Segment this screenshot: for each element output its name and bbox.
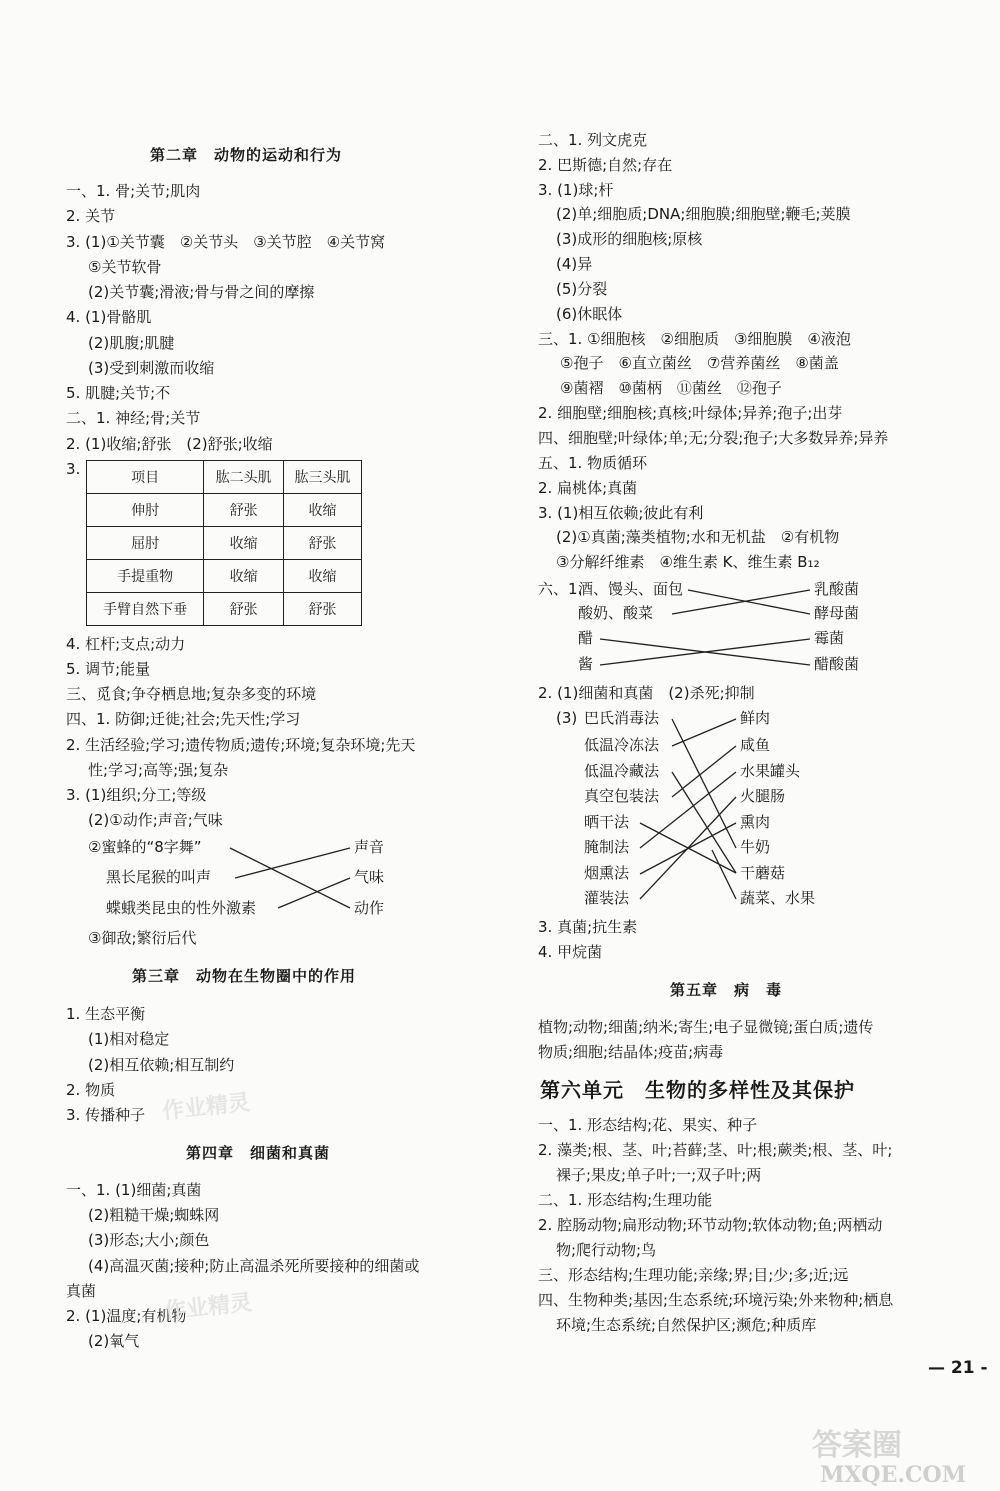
table-header-cell: 肱三头肌 bbox=[284, 461, 362, 494]
match-line bbox=[235, 848, 350, 878]
match-prefix: 六、1. bbox=[538, 580, 583, 598]
table-cell: 舒张 bbox=[284, 527, 362, 560]
answer-line: 2. 扁桃体;真菌 bbox=[538, 479, 638, 497]
answer-line: 二、1. 列文虎克 bbox=[538, 131, 648, 149]
match-right-item: 酵母菌 bbox=[814, 604, 860, 622]
answer-line: (3)成形的细胞核;原核 bbox=[556, 230, 703, 248]
answer-line: 环境;生态系统;自然保护区;濒危;种质库 bbox=[556, 1316, 817, 1334]
table-row bbox=[87, 494, 362, 527]
answer-line: 2. (1)温度;有机物 bbox=[66, 1307, 187, 1325]
answer-line: 三、形态结构;生理功能;亲缘;界;目;少;多;近;远 bbox=[538, 1266, 849, 1284]
table-cell: 收缩 bbox=[284, 494, 362, 527]
match-line bbox=[672, 719, 736, 746]
match-left-item: 醋 bbox=[578, 629, 594, 647]
answer-line: 2. (1)收缩;舒张 (2)舒张;收缩 bbox=[66, 435, 273, 453]
answer-line: 5. 调节;能量 bbox=[66, 660, 151, 678]
match-line bbox=[640, 772, 736, 848]
answer-line: (1)相对稳定 bbox=[88, 1030, 170, 1048]
match-left-item: 酸奶、酸菜 bbox=[578, 604, 654, 622]
answer-line: (5)分裂 bbox=[556, 280, 608, 298]
match-right-item: 水果罐头 bbox=[740, 762, 801, 780]
answer-line: 性;学习;高等;强;复杂 bbox=[88, 761, 229, 779]
table-header-cell: 项目 bbox=[87, 461, 204, 494]
table-header-row bbox=[87, 461, 362, 494]
table-row bbox=[87, 560, 362, 593]
match-right-item: 声音 bbox=[354, 838, 385, 856]
match-left-item: 腌制法 bbox=[584, 838, 630, 856]
match-left-item: 低温冷冻法 bbox=[584, 736, 660, 754]
table-cell: 舒张 bbox=[204, 593, 284, 626]
table-cell: 收缩 bbox=[204, 560, 284, 593]
watermark: 作业精灵 bbox=[163, 1289, 254, 1325]
answer-line: (2)单;细胞质;DNA;细胞膜;细胞壁;鞭毛;荚膜 bbox=[556, 205, 851, 223]
answer-line: (4)异 bbox=[556, 255, 593, 273]
answer-line: ⑨菌褶 ⑩菌柄 ⑪菌丝 ⑫孢子 bbox=[560, 379, 782, 397]
match-right-item: 霉菌 bbox=[814, 629, 845, 647]
answer-line: 三、觅食;争夺栖息地;复杂多变的环境 bbox=[66, 685, 317, 703]
match-left-item: 黑长尾猴的叫声 bbox=[106, 868, 212, 886]
page-number: — 21 - bbox=[928, 1358, 988, 1378]
answer-line: 二、1. 神经;骨;关节 bbox=[66, 409, 201, 427]
match-prefix: (3) bbox=[556, 709, 578, 727]
answer-line: 物;爬行动物;鸟 bbox=[556, 1241, 657, 1259]
match-left-item: 酒、馒头、面包 bbox=[578, 580, 684, 598]
table-cell: 手提重物 bbox=[87, 560, 204, 593]
match-line bbox=[672, 719, 736, 848]
match-right-item: 蔬菜、水果 bbox=[740, 889, 816, 907]
table-cell: 屈肘 bbox=[87, 527, 204, 560]
answer-line: (2)关节囊;滑液;骨与骨之间的摩擦 bbox=[88, 283, 315, 301]
match-right-item: 干蘑菇 bbox=[740, 864, 786, 882]
match-line bbox=[688, 590, 810, 614]
chapter3-title: 第三章 动物在生物圈中的作用 bbox=[132, 967, 357, 985]
chapter5-title: 第五章 病 毒 bbox=[670, 981, 783, 999]
answer-line: (4)高温灭菌;接种;防止高温杀死所要接种的细菌或 bbox=[88, 1257, 420, 1275]
answer-line: 2. 物质 bbox=[66, 1081, 116, 1099]
answer-line: (2)相互依赖;相互制约 bbox=[88, 1056, 235, 1074]
match-line bbox=[640, 823, 736, 874]
answer-line: ⑤关节软骨 bbox=[88, 258, 162, 276]
answer-line: 三、1. ①细胞核 ②细胞质 ③细胞膜 ④液泡 bbox=[538, 330, 851, 348]
answer-line: 一、1. (1)细菌;真菌 bbox=[66, 1181, 202, 1199]
answer-line: (3)形态;大小;颜色 bbox=[88, 1231, 210, 1249]
answer-line: 5. 肌腱;关节;不 bbox=[66, 384, 171, 402]
unit6-title: 第六单元 生物的多样性及其保护 bbox=[540, 1078, 855, 1102]
match-left-item: 巴氏消毒法 bbox=[584, 709, 660, 727]
watermark: MXQE.COM bbox=[820, 1462, 967, 1488]
answer-line: ③分解纤维素 ④维生素 K、维生素 B₁₂ bbox=[556, 553, 820, 571]
answer-line: (3)受到刺激而收缩 bbox=[88, 359, 215, 377]
answer-line: (2)氧气 bbox=[88, 1332, 140, 1350]
answer-line: 四、细胞壁;叶绿体;单;无;分裂;孢子;大多数异养;异养 bbox=[538, 429, 889, 447]
match-left-item: 晒干法 bbox=[584, 813, 630, 831]
answer-line: 1. 生态平衡 bbox=[66, 1005, 146, 1023]
answer-line: 3. bbox=[66, 460, 81, 478]
answer-line: 3. (1)组织;分工;等级 bbox=[66, 786, 207, 804]
table-row bbox=[87, 527, 362, 560]
muscle-table bbox=[86, 460, 362, 626]
match-right-item: 乳酸菌 bbox=[814, 580, 860, 598]
match-left-item: 真空包装法 bbox=[584, 787, 660, 805]
answer-line: (2)①真菌;藻类植物;水和无机盐 ②有机物 bbox=[556, 528, 840, 546]
match-line bbox=[600, 639, 810, 665]
watermark-logo: 答案圈 bbox=[812, 1428, 902, 1463]
match-line bbox=[672, 772, 736, 873]
match-left-item: 低温冷藏法 bbox=[584, 762, 660, 780]
answer-line: 二、1. 形态结构;生理功能 bbox=[538, 1191, 713, 1209]
match-right-item: 动作 bbox=[354, 899, 385, 917]
answer-line: 一、1. 骨;关节;肌肉 bbox=[66, 182, 201, 200]
answer-line: 四、1. 防御;迁徙;社会;先天性;学习 bbox=[66, 710, 301, 728]
match-left-item: 蝶蛾类昆虫的性外激素 bbox=[106, 899, 257, 917]
match-line bbox=[672, 746, 736, 797]
match-left-item: 烟熏法 bbox=[584, 864, 630, 882]
table-cell: 手臂自然下垂 bbox=[87, 593, 204, 626]
answer-line: 3. (1)①关节囊 ②关节头 ③关节腔 ④关节窝 bbox=[66, 233, 386, 251]
answer-line: 3. (1)球;杆 bbox=[538, 181, 614, 199]
answer-line: 真菌 bbox=[66, 1282, 97, 1300]
answer-line: 一、1. 形态结构;花、果实、种子 bbox=[538, 1116, 758, 1134]
answer-line: 2. 藻类;根、茎、叶;苔藓;茎、叶;根;蕨类;根、茎、叶; bbox=[538, 1141, 893, 1159]
match-line bbox=[672, 590, 810, 614]
match-line bbox=[712, 850, 736, 899]
answer-line: 2. 腔肠动物;扁形动物;环节动物;软体动物;鱼;两栖动 bbox=[538, 1216, 883, 1234]
answer-line: 3. 真菌;抗生素 bbox=[538, 918, 638, 936]
answer-line: 2. (1)细菌和真菌 (2)杀死;抑制 bbox=[538, 684, 755, 702]
answer-line: 五、1. 物质循环 bbox=[538, 454, 648, 472]
table-cell: 伸肘 bbox=[87, 494, 204, 527]
match-line bbox=[640, 823, 736, 873]
answer-line: (2)粗糙干燥;蜘蛛网 bbox=[88, 1206, 220, 1224]
answer-line: (2)①动作;声音;气味 bbox=[88, 811, 223, 829]
answer-line: 物质;细胞;结晶体;疫苗;病毒 bbox=[538, 1043, 724, 1061]
match-right-item: 气味 bbox=[354, 868, 385, 886]
match-line bbox=[640, 797, 736, 899]
match-right-item: 火腿肠 bbox=[740, 787, 786, 805]
answer-line: ③御敌;繁衍后代 bbox=[88, 929, 197, 947]
table-cell: 收缩 bbox=[284, 560, 362, 593]
match-right-item: 牛奶 bbox=[740, 838, 771, 856]
match-left-item: ②蜜蜂的“8字舞” bbox=[88, 838, 202, 856]
answer-line: 3. 传播种子 bbox=[66, 1106, 146, 1124]
table-header-cell: 肱二头肌 bbox=[204, 461, 284, 494]
answer-line: (2)肌腹;肌腱 bbox=[88, 334, 175, 352]
match-right-item: 咸鱼 bbox=[740, 736, 771, 754]
match-left-item: 酱 bbox=[578, 655, 594, 673]
answer-line: 2. 细胞壁;细胞核;真核;叶绿体;异养;孢子;出芽 bbox=[538, 404, 843, 422]
answer-line: (6)休眠体 bbox=[556, 305, 623, 323]
match-right-item: 醋酸菌 bbox=[814, 655, 860, 673]
answer-line: 2. 巴斯德;自然;存在 bbox=[538, 156, 673, 174]
answer-line: ⑤孢子 ⑥直立菌丝 ⑦营养菌丝 ⑧菌盖 bbox=[560, 354, 839, 372]
match-line bbox=[600, 639, 810, 665]
answer-line: 四、生物种类;基因;生态系统;环境污染;外来物种;栖息 bbox=[538, 1291, 894, 1309]
answer-line: 2. 关节 bbox=[66, 207, 116, 225]
match-left-item: 灌装法 bbox=[584, 889, 630, 907]
table-cell: 收缩 bbox=[204, 527, 284, 560]
answer-line: 3. (1)相互依赖;彼此有利 bbox=[538, 504, 704, 522]
watermark: 作业精灵 bbox=[161, 1089, 252, 1125]
answer-line: 裸子;果皮;单子叶;一;双子叶;两 bbox=[556, 1166, 762, 1184]
answer-line: 4. 杠杆;支点;动力 bbox=[66, 635, 186, 653]
answer-line: 2. 生活经验;学习;遗传物质;遗传;环境;复杂环境;先天 bbox=[66, 736, 416, 754]
match-line bbox=[278, 878, 350, 908]
table-cell: 舒张 bbox=[284, 593, 362, 626]
match-right-item: 熏肉 bbox=[740, 813, 771, 831]
table-cell: 舒张 bbox=[204, 494, 284, 527]
answer-line: 4. 甲烷菌 bbox=[538, 943, 603, 961]
answer-line: 4. (1)骨骼肌 bbox=[66, 308, 152, 326]
chapter4-title: 第四章 细菌和真菌 bbox=[186, 1144, 331, 1162]
table-row bbox=[87, 593, 362, 626]
answer-line: 植物;动物;细菌;纳米;寄生;电子显微镜;蛋白质;遗传 bbox=[538, 1018, 874, 1036]
match-right-item: 鲜肉 bbox=[740, 709, 771, 727]
chapter2-title: 第二章 动物的运动和行为 bbox=[150, 146, 343, 164]
